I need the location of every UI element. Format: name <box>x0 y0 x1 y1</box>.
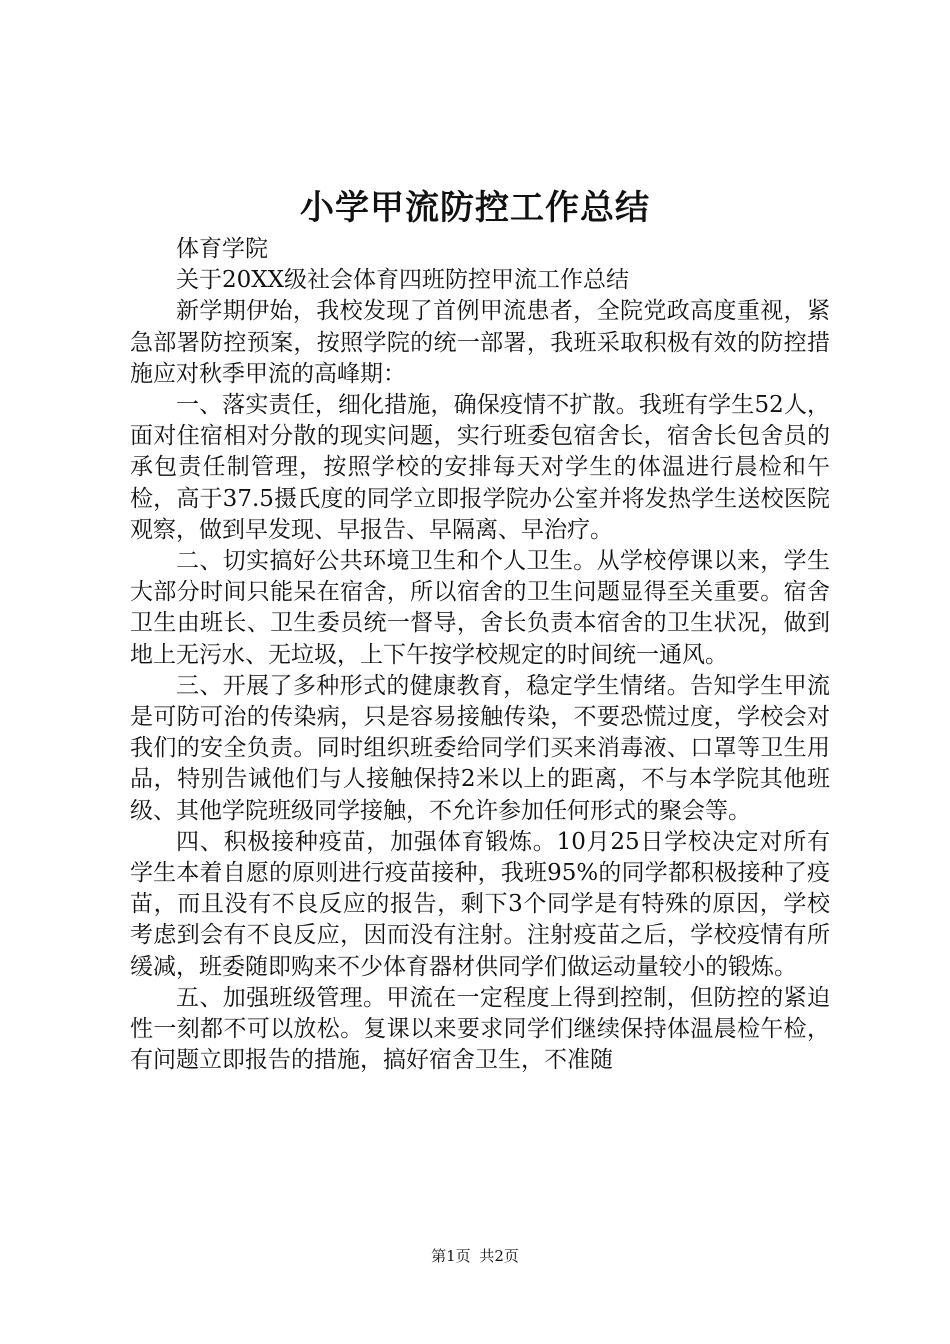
section-5-paragraph: 五、加强班级管理。甲流在一定程度上得到控制，但防控的紧迫性一刻都不可以放松。复课以来要求同学们继续保持体温晨检午检，有问题立即报告的措施，搞好宿舍卫生，不准随 <box>130 984 830 1074</box>
department-line: 体育学院 <box>176 236 268 262</box>
section-1-paragraph: 一、落实责任，细化措施，确保疫情不扩散。我班有学生52人，面对住宿相对分散的现实问题，实行班委包宿舍长，宿舍长包舍员的承包责任制管理，按照学校的安排每天对学生的体温进行晨检和午检，高于37.5摄氏度的同学立即报学院办公室并将发热学生送校医院观察，做到早发现、早报告、早隔离、早治疗。 <box>130 392 830 543</box>
page-number: 第1页 <box>431 1247 471 1265</box>
intro-paragraph: 新学期伊始，我校发现了首例甲流患者，全院党政高度重视，紧急部署防控预案，按照学院的统一部署，我班采取积极有效的防控措施应对秋季甲流的高峰期： <box>130 298 830 387</box>
section-4-paragraph: 四、积极接种疫苗，加强体育锻炼。10月25日学校决定对所有学生本着自愿的原则进行疫苗接种，我班95%的同学都积极接种了疫苗，而且没有不良反应的报告，剩下3个同学是有特殊的原因，学校考虑到会有不良反应，因而没有注射。注射疫苗之后，学校疫情有所缓减，班委随即购来不少体育器材供同学们做运动量较小的锻炼。 <box>130 828 830 980</box>
section-3-paragraph: 三、开展了多种形式的健康教育，稳定学生情绪。告知学生甲流是可防可治的传染病，只是容易接触传染，不要恐慌过度，学校会对我们的安全负责。同时组织班委给同学们买来消毒液、口罩等卫生用品，特别告诫他们与人接触保持2米以上的距离，不与本学院其他班级、其他学院班级同学接触，不允许参加任何形式的聚会等。 <box>130 672 830 824</box>
document-body <box>130 234 830 1076</box>
page-footer <box>0 1244 950 1268</box>
document-title: 小学甲流防控工作总结 <box>300 188 650 228</box>
section-2-paragraph: 二、切实搞好公共环境卫生和个人卫生。从学校停课以来，学生大部分时间只能呆在宿舍，所以宿舍的卫生问题显得至关重要。宿舍卫生由班长、卫生委员统一督导，舍长负责本宿舍的卫生状况，做到地上无污水、无垃圾，上下午按学校规定的时间统一通风。 <box>130 548 830 668</box>
page-total: 共2页 <box>479 1247 519 1265</box>
subtitle-line: 关于20XX级社会体育四班防控甲流工作总结 <box>176 267 630 294</box>
